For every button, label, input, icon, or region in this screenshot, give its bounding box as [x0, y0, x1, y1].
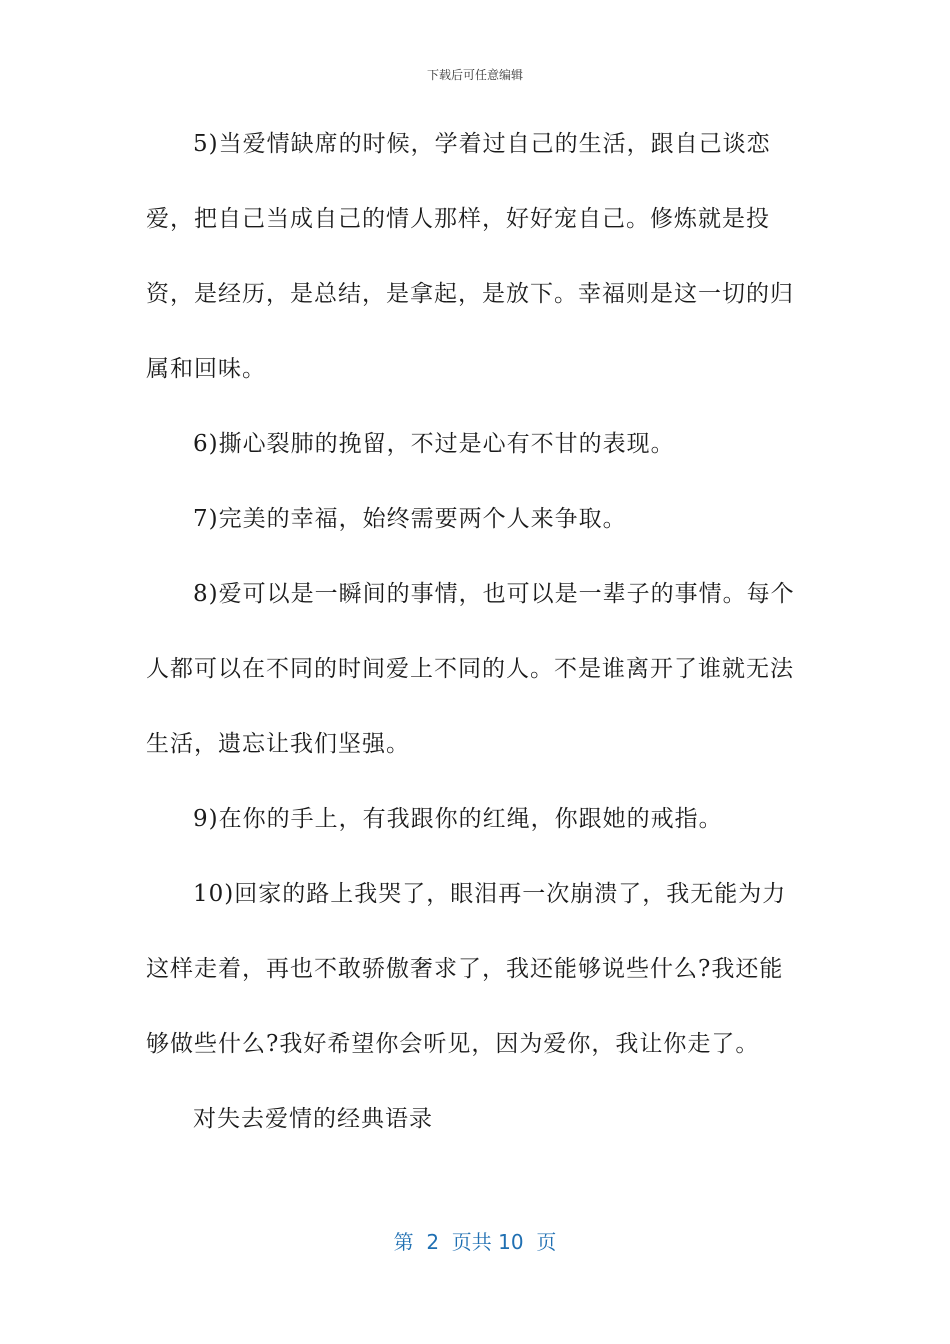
paragraph-9: 9)在你的手上，有我跟你的红绳，你跟她的戒指。	[193, 806, 723, 832]
paragraph-7: 7)完美的幸福，始终需要两个人来争取。	[193, 506, 627, 532]
page-header: 下载后可任意编辑	[426, 68, 523, 82]
paragraph-5: 5)当爱情缺席的时候，学着过自己的生活，跟自己谈恋爱，把自己当成自己的情人那样，好好宠自己。修炼就是投资，是经历，是总结，是拿起，是放下。幸福则是这一切的归属和回味。	[146, 131, 794, 382]
paragraph-10: 10)回家的路上我哭了，眼泪再一次崩溃了，我无能为力这样走着，再也不敢骄傲奢求了，我还能够说些什么?我还能够做些什么?我好希望你会听见，因为爱你，我让你走了。	[146, 881, 787, 1057]
paragraph-6: 6)撕心裂肺的挽留，不过是心有不甘的表现。	[193, 431, 675, 457]
page-number-footer: 第 2 页共 10 页	[393, 1230, 557, 1254]
section-heading: 对失去爱情的经典语录	[193, 1106, 433, 1132]
paragraph-8: 8)爱可以是一瞬间的事情，也可以是一辈子的事情。每个人都可以在不同的时间爱上不同的人。不是谁离开了谁就无法生活，遗忘让我们坚强。	[146, 581, 795, 757]
document-body	[146, 107, 806, 1157]
